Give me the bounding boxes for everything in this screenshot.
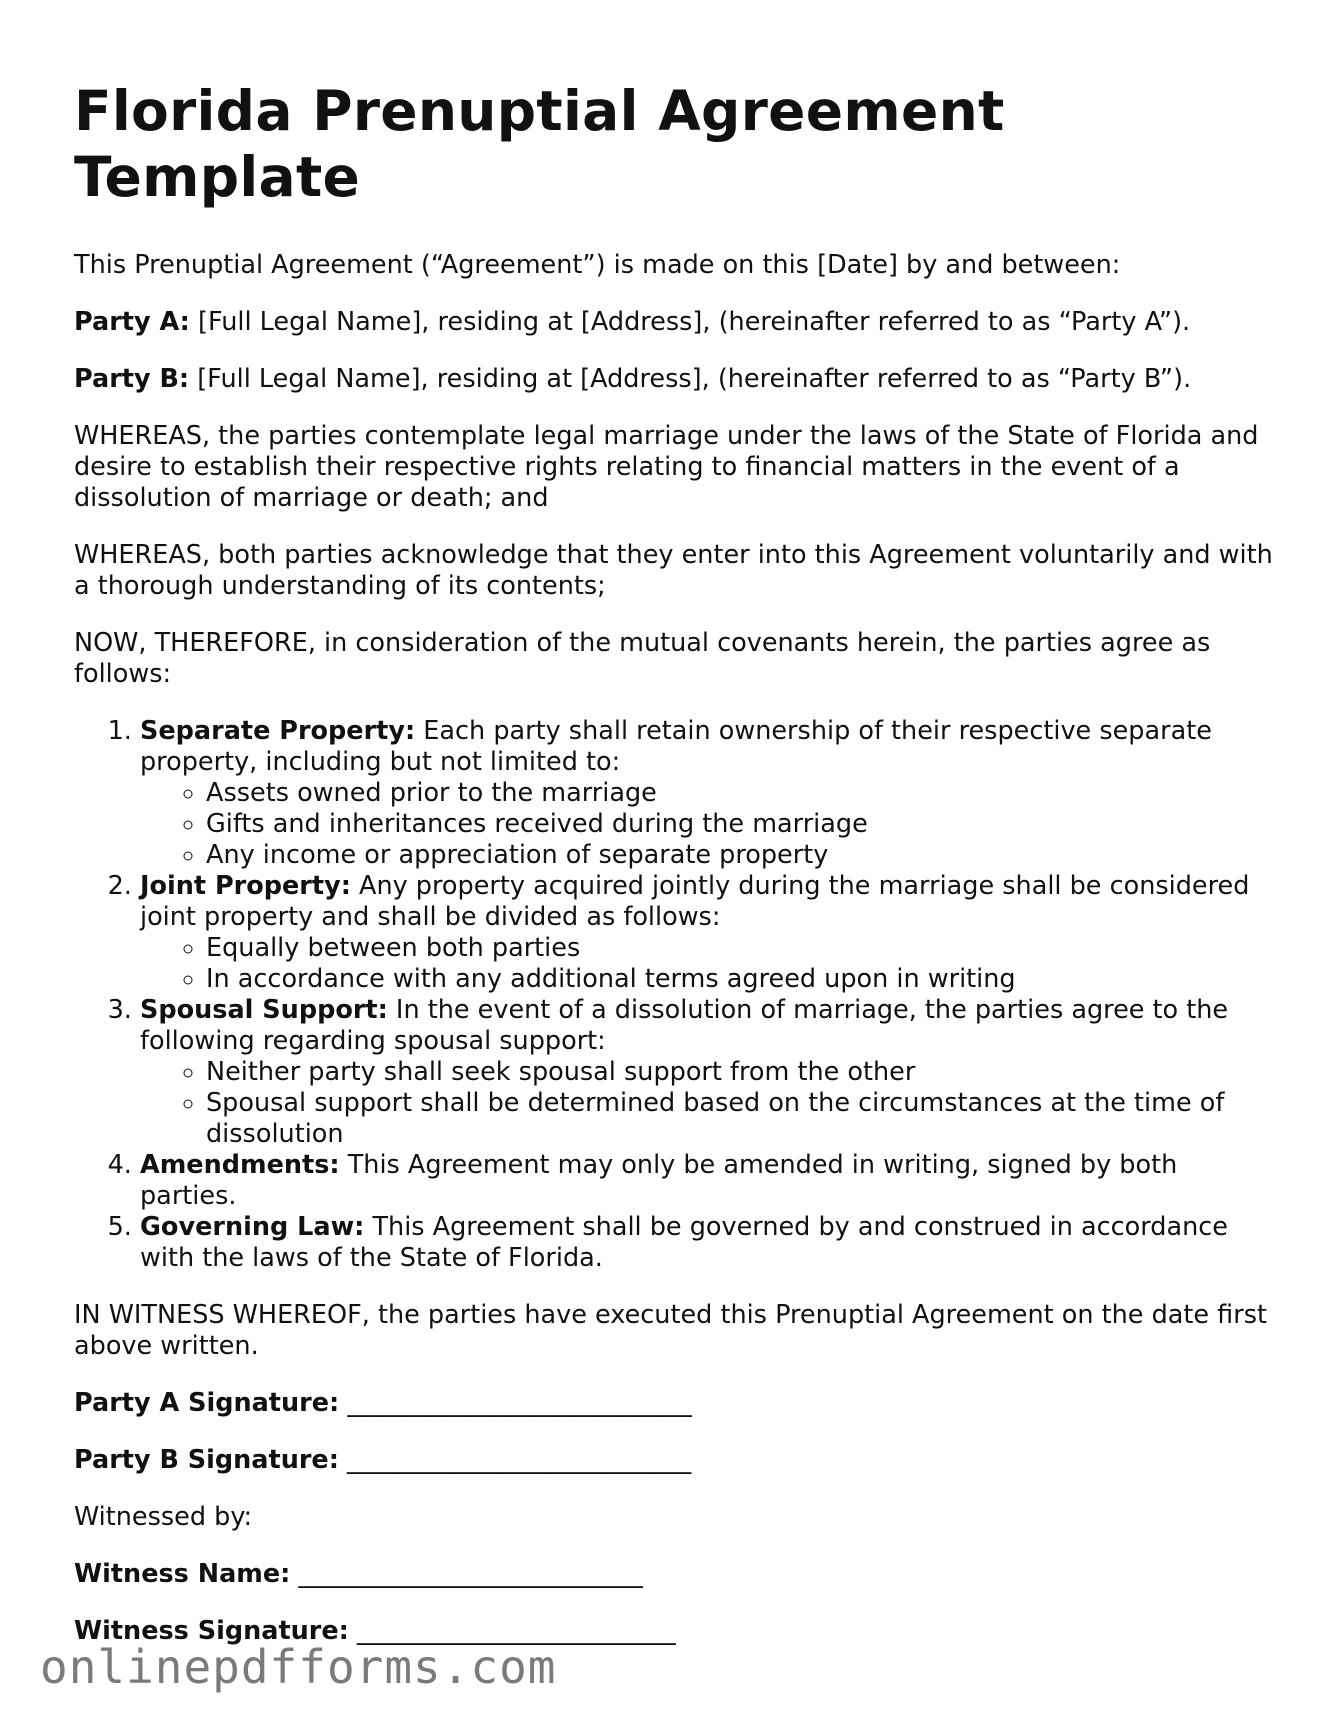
term-text: Each party shall retain ownership of their respective separate property, including but not limited to:	[140, 716, 1212, 777]
term-text: Any property acquired jointly during the marriage shall be considered joint property and shall be divided as follows:	[140, 871, 1250, 932]
sub-list	[140, 933, 1274, 995]
document-page	[74, 78, 1274, 1673]
party-a-text: [Full Legal Name], residing at [Address], (hereinafter referred to as “Party A”).	[189, 307, 1191, 337]
sub-list-item: ◦ Neither party shall seek spousal support from the other	[206, 1057, 1274, 1088]
document-title: Florida Prenuptial Agreement Template	[74, 79, 1005, 209]
witness-signature-label: Witness Signature:	[74, 1616, 349, 1646]
party-b-text: [Full Legal Name], residing at [Address], (hereinafter referred to as “Party B”).	[189, 364, 1192, 394]
party-a-paragraph	[74, 307, 1274, 338]
witness-name-line	[74, 1559, 1274, 1590]
sub-list	[140, 1057, 1274, 1150]
terms-list	[74, 716, 1274, 1274]
term-text: In the event of a dissolution of marriage, the parties agree to the following regarding spousal support:	[140, 995, 1229, 1056]
watermark-text: onlinepdfforms.com	[40, 1640, 557, 1694]
witness-name-field[interactable]: ___________________________	[290, 1559, 643, 1589]
term-separate-property	[140, 716, 1274, 871]
term-heading: Amendments:	[140, 1150, 340, 1180]
sub-list-item: ◦ Equally between both parties	[206, 933, 1274, 964]
now-therefore-paragraph: NOW, THEREFORE, in consideration of the mutual covenants herein, the parties agree as follows:	[74, 628, 1211, 689]
term-text: This Agreement shall be governed by and construed in accordance with the laws of the State of Florida.	[140, 1212, 1228, 1273]
term-joint-property	[140, 871, 1274, 995]
sub-list	[140, 778, 1274, 871]
witness-name-label: Witness Name:	[74, 1559, 291, 1589]
term-amendments	[140, 1150, 1274, 1212]
term-heading: Separate Property:	[140, 716, 416, 746]
party-a-signature-label: Party A Signature:	[74, 1388, 340, 1418]
intro-paragraph: This Prenuptial Agreement (“Agreement”) is made on this [Date] by and between:	[74, 250, 1121, 280]
in-witness-paragraph: IN WITNESS WHEREOF, the parties have executed this Prenuptial Agreement on the date first above written.	[74, 1300, 1268, 1361]
sub-list-item: ◦ Any income or appreciation of separate property	[206, 840, 1274, 871]
sub-list-item: ◦ Spousal support shall be determined based on the circumstances at the time of dissolution	[206, 1088, 1274, 1150]
party-b-signature-line	[74, 1445, 1274, 1476]
term-heading: Joint Property:	[140, 871, 351, 901]
party-a-label: Party A:	[74, 307, 190, 337]
sub-list-item: ◦ Gifts and inheritances received during the marriage	[206, 809, 1274, 840]
party-b-paragraph	[74, 364, 1274, 395]
party-b-label: Party B:	[74, 364, 190, 394]
sub-list-item: ◦ In accordance with any additional terms agreed upon in writing	[206, 964, 1274, 995]
term-text: This Agreement may only be amended in writing, signed by both parties.	[140, 1150, 1178, 1211]
party-b-signature-label: Party B Signature:	[74, 1445, 339, 1475]
whereas-paragraph-2: WHEREAS, both parties acknowledge that they enter into this Agreement voluntarily and with a thorough understanding of its contents;	[74, 540, 1273, 601]
party-b-signature-field[interactable]: ___________________________	[338, 1445, 692, 1475]
party-a-signature-field[interactable]: ___________________________	[339, 1388, 692, 1418]
term-spousal-support	[140, 995, 1274, 1150]
witnessed-by-text: Witnessed by:	[74, 1502, 253, 1532]
whereas-paragraph-1: WHEREAS, the parties contemplate legal marriage under the laws of the State of Florida and desire to establish their respective rights relating to financial matters in the event of a dissolution of marriage or death; and	[74, 421, 1259, 513]
party-a-signature-line	[74, 1388, 1274, 1419]
term-heading: Spousal Support:	[140, 995, 388, 1025]
sub-list-item: ◦ Assets owned prior to the marriage	[206, 778, 1274, 809]
witness-signature-field[interactable]: _________________________	[348, 1616, 676, 1646]
term-heading: Governing Law:	[140, 1212, 365, 1242]
term-governing-law	[140, 1212, 1274, 1274]
